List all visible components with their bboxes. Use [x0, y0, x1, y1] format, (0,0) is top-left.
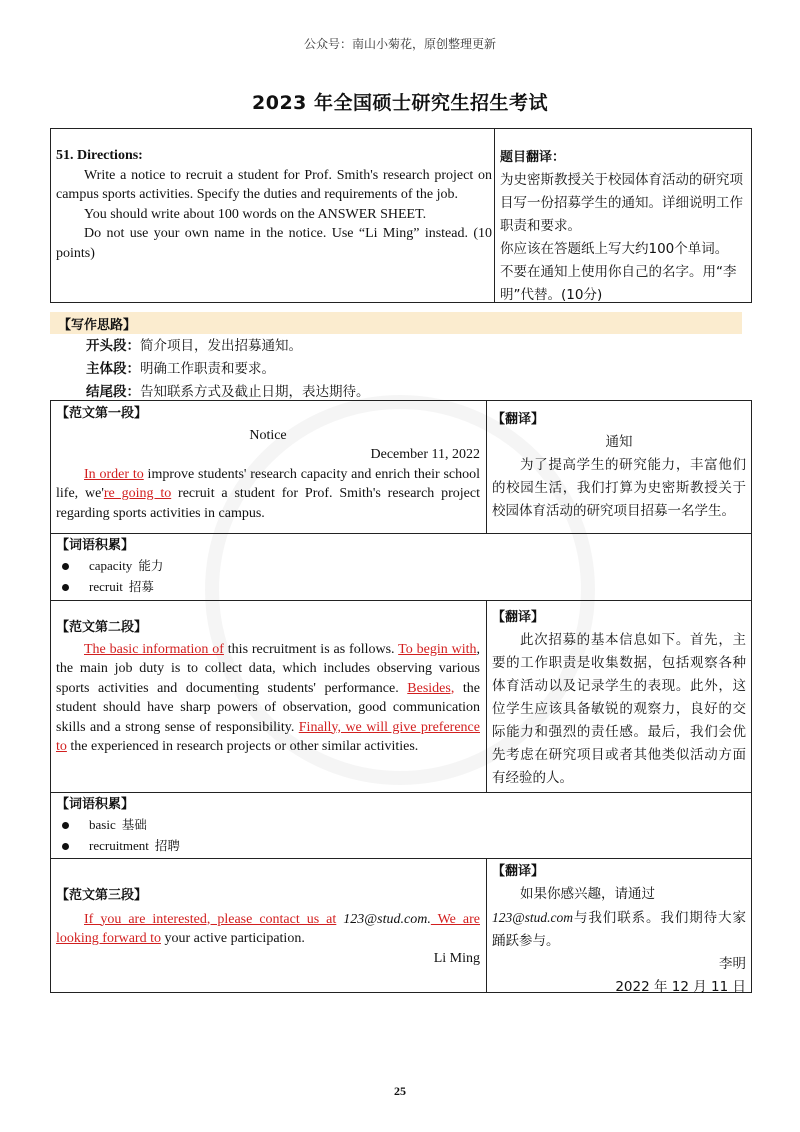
para1-trans-label: 【翻译】: [492, 412, 545, 427]
para1-cell: [56, 404, 480, 523]
para2-text: The basic information of this recruitment is as follows. To begin with, the main job duty is to collect data, which includes observing various sports activities and documenting students' performance. Besides, the student should have sharp powers of observation, good communication skills and a strong sense of responsibility. Finally, we will give preference to the experienced in research projects or other similar activities.: [56, 641, 480, 754]
para2-translation: [492, 606, 746, 790]
thinking-banner: [50, 312, 742, 334]
question-directions: [56, 146, 492, 263]
para3-label: 【范文第三段】: [56, 888, 148, 903]
question-line-3: Do not use your own name in the notice. Use “Li Ming” instead. (10 points): [56, 226, 492, 261]
thinking-body: 主体段：明确工作职责和要求。: [86, 361, 275, 377]
thinking-label: 【写作思路】: [58, 318, 137, 333]
para2-cell: [56, 618, 480, 757]
question-heading: 51. Directions:: [56, 148, 143, 163]
para3-signature: Li Ming: [433, 950, 480, 966]
vocab2-item: basic 基础: [56, 815, 746, 836]
vocab1-cell: [56, 536, 746, 598]
thinking-closing: 结尾段：告知联系方式及截止日期，表达期待。: [86, 384, 370, 400]
translation-text-2: 你应该在答题纸上写大约100个单词。: [500, 241, 729, 257]
para1-trans-title: 通知: [605, 434, 633, 450]
thinking-opening: 开头段：简介项目，发出招募通知。: [86, 338, 302, 354]
para3-trans-label: 【翻译】: [492, 864, 545, 879]
vocab1-label: 【词语积累】: [56, 538, 135, 553]
para2-trans-label: 【翻译】: [492, 610, 545, 625]
page-header: 公众号：南山小菊花，原创整理更新: [303, 37, 496, 51]
vocab2-item: recruitment 招聘: [56, 836, 746, 857]
para1-translation: [492, 408, 746, 523]
para1-trans-text: 为了提高学生的研究能力，丰富他们的校园生活，我们打算为史密斯教授关于校园体育活动的研究项目招募一名学生。: [492, 457, 746, 519]
notice-date: December 11, 2022: [370, 447, 480, 462]
para1-label: 【范文第一段】: [56, 406, 148, 421]
translation-label: 题目翻译：: [500, 150, 566, 165]
vocab1-item: recruit 招募: [56, 577, 746, 598]
vocab1-item: capacity 能力: [56, 556, 746, 577]
para3-trans-sign: 李明: [719, 956, 746, 972]
para3-trans-text: 如果你感兴趣，请通过 123@stud.com与我们联系。我们期待大家踊跃参与。: [492, 886, 746, 949]
question-translation: [500, 146, 748, 307]
notice-title: Notice: [249, 427, 287, 443]
para2-label: 【范文第二段】: [56, 620, 148, 635]
para1-text: In order to improve students' research capacity and enrich their school life, we're going to recruit a student for Prof. Smith's research project regarding sports activities in campus.: [56, 466, 481, 521]
para3-trans-date: 2022 年 12 月 11 日: [615, 979, 746, 995]
para2-trans-text: 此次招募的基本信息如下。首先，主要的工作职责是收集数据，包括观察各种体育活动以及记录学生的表现。此外，这位学生应该具备敏锐的观察力，良好的交际能力和强烈的责任感。最后，我们会优先考虑在研究项目或者其他类似活动方面有经验的人。: [492, 632, 746, 786]
page-number: 25: [394, 1084, 406, 1098]
vocab2-label: 【词语积累】: [56, 797, 135, 812]
translation-text-3: 不要在通知上使用你自己的名字。用“李明”代替。(10分): [500, 264, 737, 303]
question-line-1: Write a notice to recruit a student for Prof. Smith's research project on campus sports activities. Specify the duties and requirements of the job.: [56, 167, 492, 202]
question-line-2: You should write about 100 words on the ANSWER SHEET.: [84, 206, 427, 222]
para3-cell: [56, 886, 480, 968]
para3-text: If you are interested, please contact us at 123@stud.com. We are looking forward to your active participation.: [56, 911, 480, 946]
page-title: 2023 年全国硕士研究生招生考试: [252, 92, 548, 114]
translation-text: 为史密斯教授关于校园体育活动的研究项目写一份招募学生的通知。详细说明工作职责和要求。: [500, 172, 743, 234]
vocab2-cell: [56, 795, 746, 857]
para3-translation: [492, 860, 746, 999]
